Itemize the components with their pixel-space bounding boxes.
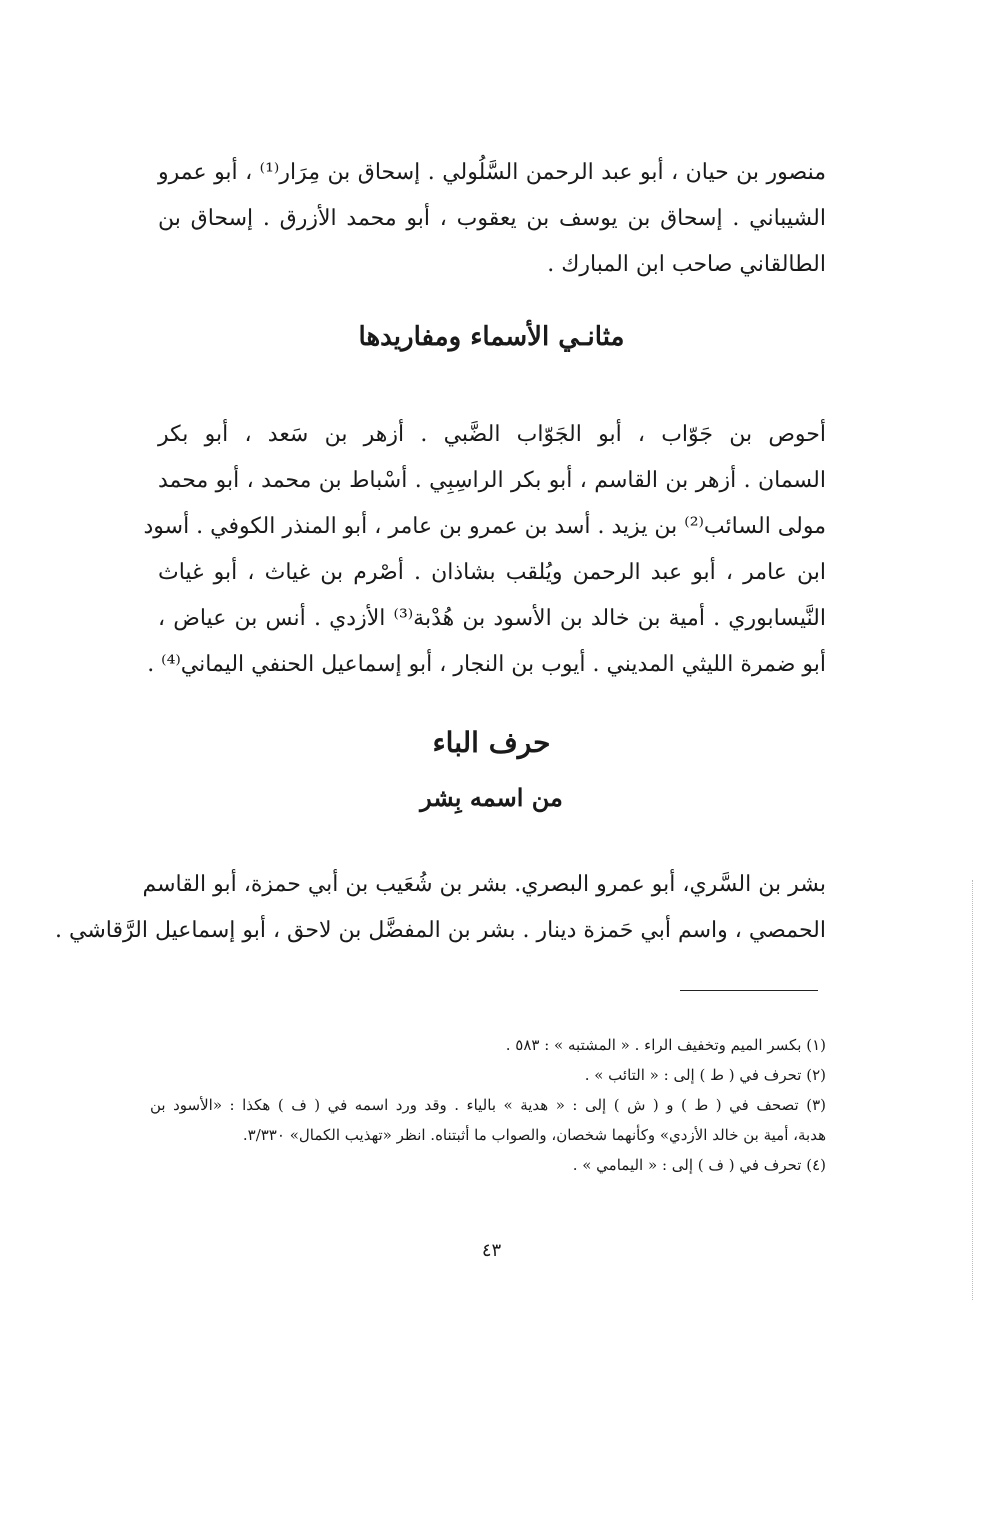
text-line: النَّيسابوري . أمية بن خالد بن الأسود بن هُدْبة⁽³⁾ الأزدي . أنس بن عياض ،: [158, 606, 826, 631]
text-line: الحمصي ، واسم أبي حَمزة دينار . بشر بن المفضَّل بن لاحق ، أبو إسماعيل الرَّقاشي .: [55, 918, 826, 943]
paragraph-names-end-of-alif: [158, 150, 826, 288]
text-line: الشيباني . إسحاق بن يوسف بن يعقوب ، أبو محمد الأزرق . إسحاق بن: [158, 206, 826, 231]
subheading-bishr: من اسمه بِشر: [420, 783, 563, 812]
scan-margin-artifact: [972, 880, 973, 1300]
footnote-1: (١) بكسر الميم وتخفيف الراء . « المشتبه » : ٥٨٣ .: [505, 1036, 826, 1054]
text-line: مولى السائب⁽²⁾ بن يزيد . أسد بن عمرو بن عامر ، أبو المنذر الكوفي . أسود: [143, 514, 826, 539]
text-line: أحوص بن جَوّاب ، أبو الجَوّاب الضَّبي . أزهر بن سَعد ، أبو بكر: [158, 422, 826, 447]
text-line: السمان . أزهر بن القاسم ، أبو بكر الراسِبِي . أسْباط بن محمد ، أبو محمد: [158, 468, 826, 493]
paragraph-mathani-names: [143, 412, 826, 688]
text-line: أبو ضمرة الليثي المديني . أيوب بن النجار ، أبو إسماعيل الحنفي اليماني⁽⁴⁾ .: [147, 652, 826, 677]
page-number: ٤٣: [481, 1240, 502, 1261]
paragraph-bishr-names: [55, 862, 826, 954]
section-heading-mathani: مثانـي الأسماء ومفاريدها: [358, 322, 625, 352]
text-line: منصور بن حيان ، أبو عبد الرحمن السَّلُولي . إسحاق بن مِرَار⁽¹⁾ ، أبو عمرو: [158, 160, 826, 185]
footnote-4: (٤) تحرف في ( ف ) إلى : « اليمامي » .: [572, 1156, 826, 1174]
footnotes: [150, 1030, 826, 1180]
footnote-separator: [680, 990, 818, 991]
chapter-heading-ba: حرف الباء: [432, 726, 551, 759]
footnote-3: (٣) تصحف في ( ط ) و ( ش ) إلى : « هدية » بالياء . وقد ورد اسمه في ( ف ) هكذا : «الأسود بن: [150, 1096, 826, 1114]
text-line: ابن عامر ، أبو عبد الرحمن ويُلقب بشاذان . أصْرم بن غياث ، أبو غياث: [158, 560, 826, 585]
text-line: بشر بن السَّري، أبو عمرو البصري. بشر بن شُعَيب بن أبي حمزة، أبو القاسم: [142, 872, 826, 897]
footnote-3-continued: هدبة، أمية بن خالد الأزدي» وكأنهما شخصان، والصواب ما أثبتناه. انظر «تهذيب الكمال» ٣/٣٣٠.: [242, 1126, 826, 1144]
footnote-2: (٢) تحرف في ( ط ) إلى : « التائب » .: [584, 1066, 826, 1084]
text-line: الطالقاني صاحب ابن المبارك .: [547, 252, 826, 277]
